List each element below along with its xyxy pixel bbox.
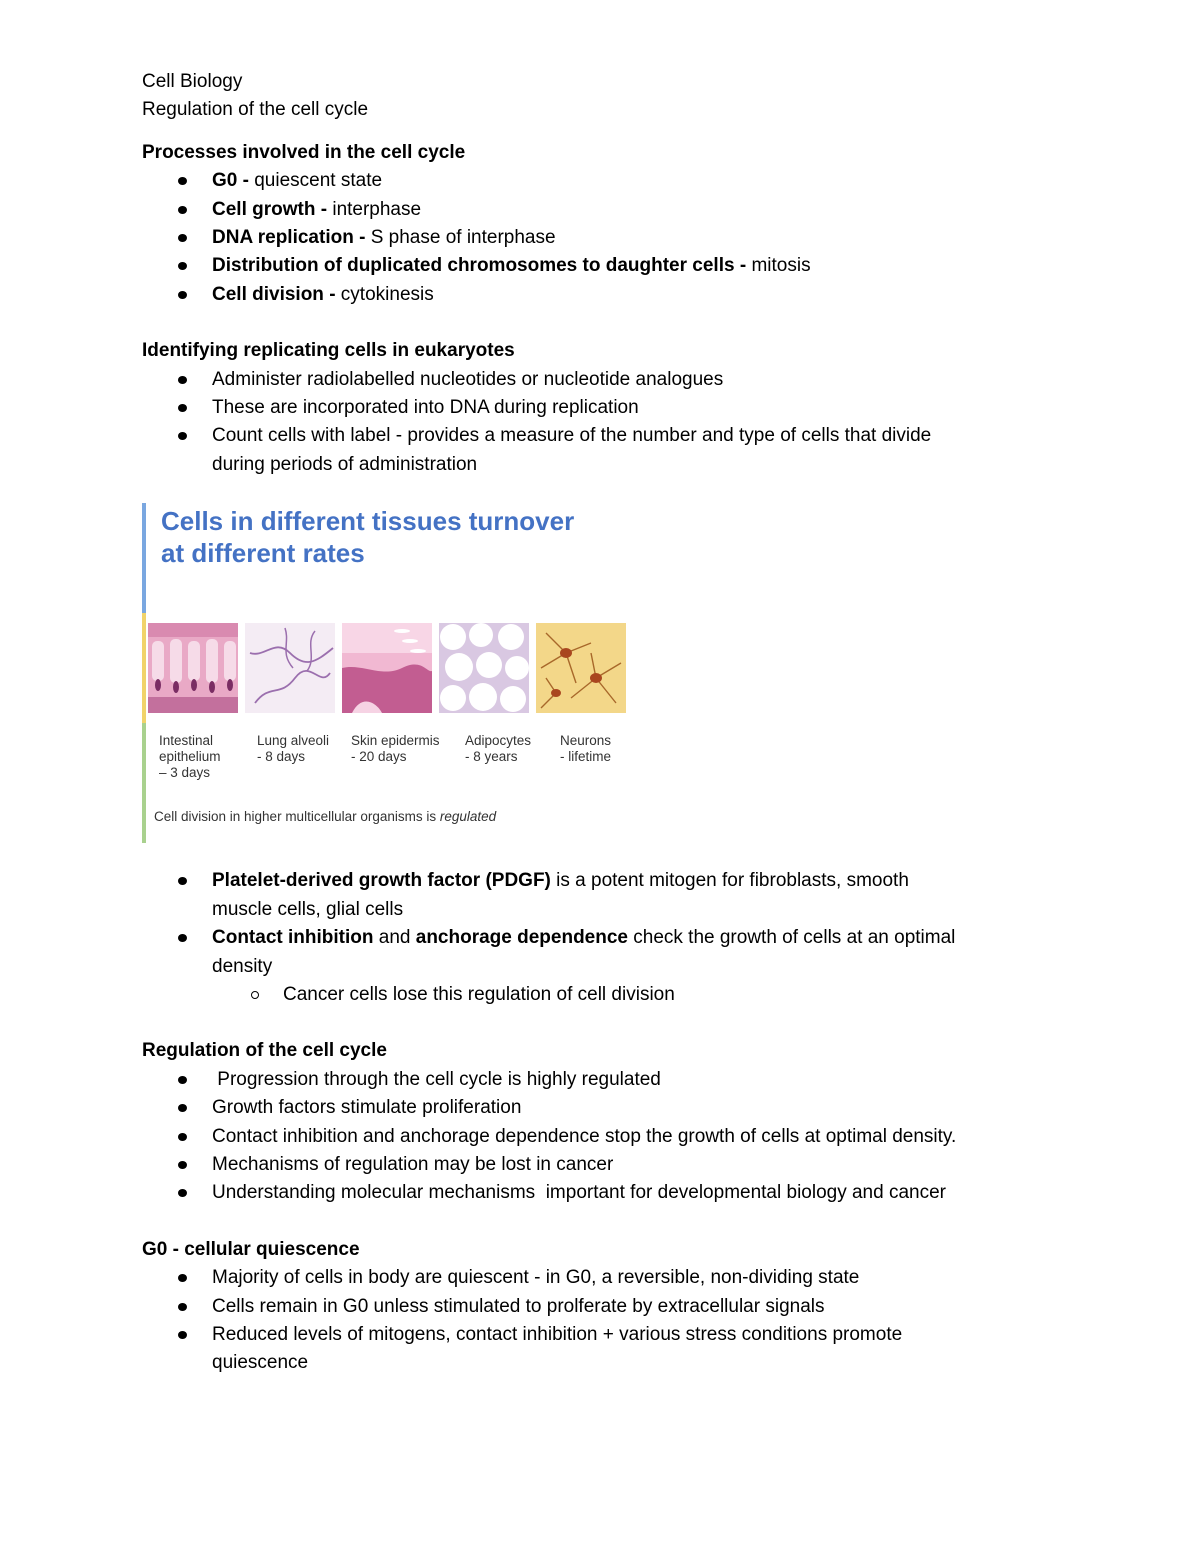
bullet-icon — [178, 1104, 187, 1112]
figure-caption: Cell division in higher multicellular organisms is regulated — [154, 809, 497, 825]
list-item: G0 - quiescent state — [142, 167, 1102, 195]
list-item: Contact inhibition and anchorage dependence check the growth of cells at an optimal density — [142, 924, 1102, 981]
list-item: These are incorporated into DNA during replication — [142, 394, 1102, 422]
tissue-turnover-figure — [142, 503, 652, 843]
bullet-icon — [178, 206, 187, 214]
bullet-icon — [178, 404, 187, 412]
topic-title: Regulation of the cell cycle — [142, 99, 369, 121]
regulation-list — [142, 1066, 1102, 1208]
list-item: Count cells with label - provides a measure of the number and type of cells that divide during periods of administration — [142, 422, 1102, 479]
list-item: Growth factors stimulate proliferation — [142, 1094, 1102, 1122]
regulation-heading: Regulation of the cell cycle — [142, 1040, 387, 1062]
quiescence-list — [142, 1264, 1102, 1378]
identifying-heading: Identifying replicating cells in eukaryotes — [142, 340, 515, 362]
course-title: Cell Biology — [142, 71, 243, 92]
bullet-icon — [178, 934, 187, 942]
list-item: Understanding molecular mechanisms important for developmental biology and cancer — [142, 1179, 1102, 1207]
tissue-label-intestinal: Intestinal epithelium – 3 days — [159, 733, 221, 781]
growth-list — [142, 867, 1102, 1009]
bullet-icon — [178, 877, 187, 885]
bullet-icon — [178, 291, 187, 299]
intestinal-epithelium-image — [148, 623, 238, 713]
bullet-icon — [178, 1076, 187, 1084]
bullet-icon — [178, 262, 187, 270]
tissue-label-neurons: Neurons - lifetime — [560, 733, 612, 765]
list-item: Platelet-derived growth factor (PDGF) is a potent mitogen for fibroblasts, smooth muscle cells, glial cells — [142, 867, 1102, 924]
list-item: Distribution of duplicated chromosomes to daughter cells - mitosis — [142, 252, 1102, 280]
list-item: Administer radiolabelled nucleotides or nucleotide analogues — [142, 366, 1102, 394]
figure-title: Cells in different tissues turnover at different rates — [161, 506, 575, 569]
list-item: Progression through the cell cycle is highly regulated — [142, 1066, 1102, 1094]
list-item: DNA replication - S phase of interphase — [142, 224, 1102, 252]
bullet-icon — [178, 432, 187, 440]
list-item: Cell growth - interphase — [142, 196, 1102, 224]
figure-accent-bar — [142, 503, 146, 613]
bullet-icon — [178, 234, 187, 242]
neurons-image — [536, 623, 626, 713]
quiescence-heading: G0 - cellular quiescence — [142, 1238, 360, 1260]
identifying-list — [142, 366, 1102, 480]
figure-accent-bar — [142, 723, 146, 843]
skin-epidermis-image — [342, 623, 432, 713]
adipocytes-image — [439, 623, 529, 713]
bullet-icon — [178, 1274, 187, 1282]
tissue-label-adipocytes: Adipocytes - 8 years — [465, 733, 532, 765]
list-item: Cells remain in G0 unless stimulated to prolferate by extracellular signals — [142, 1293, 1102, 1321]
hollow-bullet-icon — [251, 991, 259, 999]
list-item: Reduced levels of mitogens, contact inhibition + various stress conditions promote quiescence — [142, 1321, 1102, 1378]
bullet-icon — [178, 376, 187, 384]
bullet-icon — [178, 177, 187, 185]
document-page — [142, 68, 1102, 1378]
processes-heading: Processes involved in the cell cycle — [142, 141, 466, 163]
bullet-icon — [178, 1331, 187, 1339]
figure-accent-bar — [142, 613, 146, 723]
tissue-label-lung: Lung alveoli - 8 days — [257, 733, 330, 765]
bullet-icon — [178, 1161, 187, 1169]
list-item: Contact inhibition and anchorage dependence stop the growth of cells at optimal density. — [142, 1123, 1102, 1151]
bullet-icon — [178, 1133, 187, 1141]
processes-list — [142, 167, 1102, 309]
sub-list-item: Cancer cells lose this regulation of cell division — [142, 981, 1102, 1009]
list-item: Mechanisms of regulation may be lost in cancer — [142, 1151, 1102, 1179]
lung-alveoli-image — [245, 623, 335, 713]
list-item: Majority of cells in body are quiescent - in G0, a reversible, non-dividing state — [142, 1264, 1102, 1292]
tissue-label-skin: Skin epidermis - 20 days — [351, 733, 440, 765]
list-item: Cell division - cytokinesis — [142, 281, 1102, 309]
bullet-icon — [178, 1189, 187, 1197]
bullet-icon — [178, 1303, 187, 1311]
